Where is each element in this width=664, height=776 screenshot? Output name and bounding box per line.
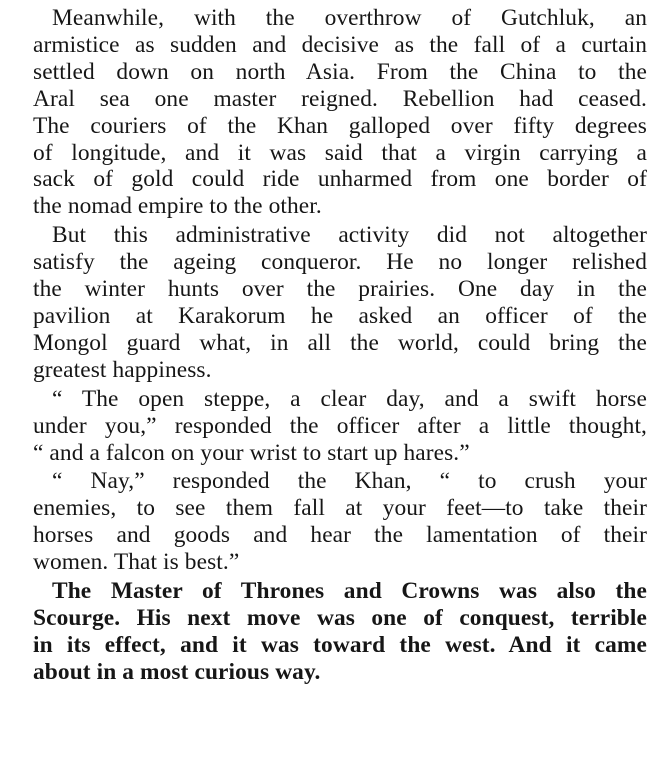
text-line: of longitude, and it was said that a virgin carrying a	[33, 139, 647, 166]
text-line: enemies, to see them fall at your feet—to take their	[33, 495, 647, 522]
paragraph-conqueror	[14, 222, 647, 383]
text-line: Mongol guard what, in all the world, could bring the	[33, 329, 647, 356]
text-line: Aral sea one master reigned. Rebellion had ceased.	[33, 85, 647, 112]
text-line: about in a most curious way.	[33, 658, 321, 685]
text-line: The Master of Thrones and Crowns was also the	[52, 578, 647, 605]
text-line: Scourge. His next move was one of conquest, terrible	[33, 604, 647, 631]
text-line: sack of gold could ride unharmed from one border of	[33, 166, 647, 193]
text-line: the nomad empire to the other.	[33, 193, 322, 220]
paragraph-officer-reply	[14, 386, 647, 467]
text-line: satisfy the ageing conqueror. He no longer relished	[33, 249, 647, 276]
paragraph-armistice	[14, 5, 647, 220]
text-line: “ and a falcon on your wrist to start up hares.”	[33, 439, 470, 466]
text-line: pavilion at Karakorum he asked an officer of the	[33, 302, 647, 329]
text-line: horses and goods and hear the lamentation of their	[33, 522, 647, 549]
paragraph-scourge	[14, 578, 647, 686]
text-line: Meanwhile, with the overthrow of Gutchluk, an	[52, 5, 647, 31]
paragraph-khan-reply	[14, 468, 647, 576]
text-line: armistice as sudden and decisive as the fall of a curtain	[33, 31, 647, 58]
text-line: women. That is best.”	[33, 549, 240, 576]
text-line: greatest happiness.	[33, 356, 212, 383]
text-line: But this administrative activity did not altogether	[52, 222, 647, 249]
text-line: The couriers of the Khan galloped over fifty degrees	[33, 112, 647, 139]
text-line: “ Nay,” responded the Khan, “ to crush your	[52, 468, 647, 495]
text-line: the winter hunts over the prairies. One day in the	[33, 276, 647, 303]
book-page	[14, 5, 647, 686]
text-line: “ The open steppe, a clear day, and a swift horse	[52, 385, 647, 412]
text-line: settled down on north Asia. From the China to the	[33, 58, 647, 85]
text-line: in its effect, and it was toward the west. And it came	[33, 631, 647, 658]
text-line: under you,” responded the officer after a little thought,	[33, 412, 647, 439]
